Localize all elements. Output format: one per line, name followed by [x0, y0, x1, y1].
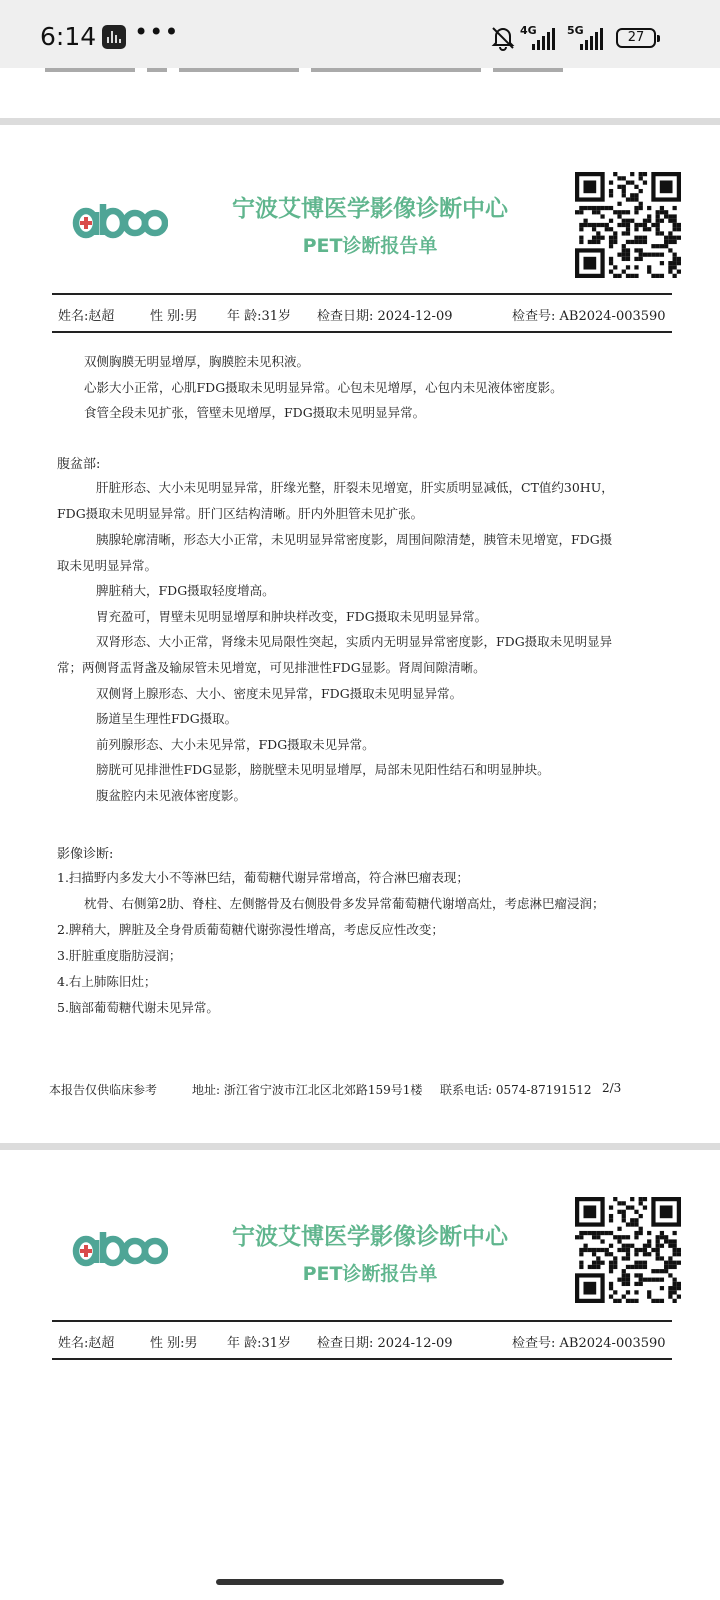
- patient-sex: 男: [184, 1336, 198, 1351]
- report-type: PET诊断报告单: [302, 235, 438, 257]
- finding-line: 胃充盈可，胃壁未见明显增厚和肿块样改变，FDG摄取未见明显异常。: [96, 609, 488, 624]
- battery-icon: 27: [616, 28, 656, 48]
- aibo-logo-icon: [68, 1228, 168, 1274]
- exam-date: 2024-12-09: [377, 1336, 453, 1351]
- diagnosis-line: 2.脾稍大，脾脏及全身骨质葡萄糖代谢弥漫性增高，考虑反应性改变；: [57, 922, 444, 937]
- patient-sex: 男: [184, 309, 198, 324]
- finding-line: 双侧肾上腺形态、大小、密度未见异常，FDG摄取未见明显异常。: [96, 686, 463, 701]
- finding-line: 肝脏形态、大小未见明显异常，肝缘光整，肝裂未见增宽，肝实质明显减低，CT值约30HU，: [96, 480, 614, 495]
- sex-label: 性 别:: [150, 1336, 185, 1351]
- age-label: 年 龄:: [227, 309, 262, 324]
- finding-line: 双肾形态、大小正常，肾缘未见局限性突起，实质内无明显异常密度影，FDG摄取未见明显异: [96, 634, 613, 649]
- section-diagnosis-heading: 影像诊断:: [57, 847, 114, 862]
- report-header-title: [210, 1218, 530, 1286]
- diagnosis-line: 4.右上肺陈旧灶；: [57, 974, 157, 989]
- diagnosis-line: 5.脑部葡萄糖代谢未见异常。: [57, 1000, 219, 1015]
- patient-age: 31岁: [261, 309, 292, 324]
- home-indicator[interactable]: [216, 1579, 504, 1585]
- page-separator: [0, 118, 720, 125]
- diagnosis-line: 枕骨、右侧第2肋、脊柱、左侧髂骨及右侧股骨多发异常葡萄糖代谢增高灶，考虑淋巴瘤浸润；: [84, 896, 605, 911]
- network-4g-label: 4G: [520, 24, 537, 37]
- finding-line: 胰腺轮廓清晰，形态大小正常，未见明显异常密度影，周围间隙清楚，胰管未见增宽，FDG摄: [96, 532, 613, 547]
- aibo-logo-icon: [68, 200, 168, 246]
- center-name: 宁波艾博医学影像诊断中心: [232, 1224, 508, 1250]
- patient-info-bar: [52, 1320, 672, 1360]
- finding-line: FDG摄取未见明显异常。肝门区结构清晰。肝内外胆管未见扩张。: [57, 506, 424, 521]
- recorder-app-icon: [102, 25, 126, 49]
- age-label: 年 龄:: [227, 1336, 262, 1351]
- status-bar: [0, 0, 720, 68]
- exam-date: 2024-12-09: [377, 309, 453, 324]
- finding-line: 取未见明显异常。: [57, 558, 158, 573]
- id-label: 检查号:: [512, 1336, 556, 1351]
- finding-line: 心影大小正常，心肌FDG摄取未见明显异常。心包未见增厚，心包内未见液体密度影。: [84, 380, 563, 395]
- date-label: 检查日期:: [317, 1336, 374, 1351]
- center-name: 宁波艾博医学影像诊断中心: [232, 196, 508, 222]
- exam-id: AB2024-003590: [559, 309, 666, 324]
- qr-code-icon: [575, 172, 681, 278]
- signal-4g-icon: [532, 28, 556, 50]
- date-label: 检查日期:: [317, 309, 374, 324]
- status-time: 6:14: [40, 22, 97, 51]
- finding-line: 双侧胸膜无明显增厚，胸膜腔未见积液。: [84, 354, 310, 369]
- finding-line: 前列腺形态、大小未见异常，FDG摄取未见异常。: [96, 737, 375, 752]
- mute-icon: [490, 25, 516, 51]
- report-header-title: [210, 190, 530, 258]
- page-number: 2/3: [602, 1081, 622, 1095]
- finding-line: 脾脏稍大，FDG摄取轻度增高。: [96, 583, 275, 598]
- finding-line: 肠道呈生理性FDG摄取。: [96, 711, 238, 726]
- qr-code-icon: [575, 1197, 681, 1303]
- network-5g-label: 5G: [567, 24, 584, 37]
- patient-info-bar: [52, 293, 672, 333]
- id-label: 检查号:: [512, 309, 556, 324]
- finding-line: 食管全段未见扩张，管壁未见增厚，FDG摄取未见明显异常。: [84, 405, 426, 420]
- section-abdomen-heading: 腹盆部:: [57, 457, 101, 472]
- patient-name: 赵超: [88, 309, 115, 324]
- more-notifications-icon: •••: [134, 18, 180, 46]
- name-label: 姓名:: [58, 1336, 89, 1351]
- diagnosis-line: 1.扫描野内多发大小不等淋巴结，葡萄糖代谢异常增高，符合淋巴瘤表现；: [57, 870, 469, 885]
- name-label: 姓名:: [58, 309, 89, 324]
- patient-age: 31岁: [261, 1336, 292, 1351]
- report-type: PET诊断报告单: [302, 1263, 438, 1285]
- footer-phone: 联系电话: 0574-87191512: [440, 1083, 592, 1097]
- footer-note: 本报告仅供临床参考: [49, 1083, 158, 1097]
- finding-line: 腹盆腔内未见液体密度影。: [96, 788, 247, 803]
- footer-address: 地址: 浙江省宁波市江北区北郊路159号1楼: [192, 1083, 423, 1097]
- sex-label: 性 别:: [150, 309, 185, 324]
- diagnosis-line: 3.肝脏重度脂肪浸润；: [57, 948, 182, 963]
- finding-line: 常；两侧肾盂肾盏及输尿管未见增宽，可见排泄性FDG显影。肾周间隙清晰。: [57, 660, 486, 675]
- finding-line: 膀胱可见排泄性FDG显影，膀胱壁未见明显增厚，局部未见阳性结石和明显肿块。: [96, 762, 550, 777]
- signal-5g-icon: [580, 28, 604, 50]
- patient-name: 赵超: [88, 1336, 115, 1351]
- exam-id: AB2024-003590: [559, 1336, 666, 1351]
- page-separator: [0, 1143, 720, 1150]
